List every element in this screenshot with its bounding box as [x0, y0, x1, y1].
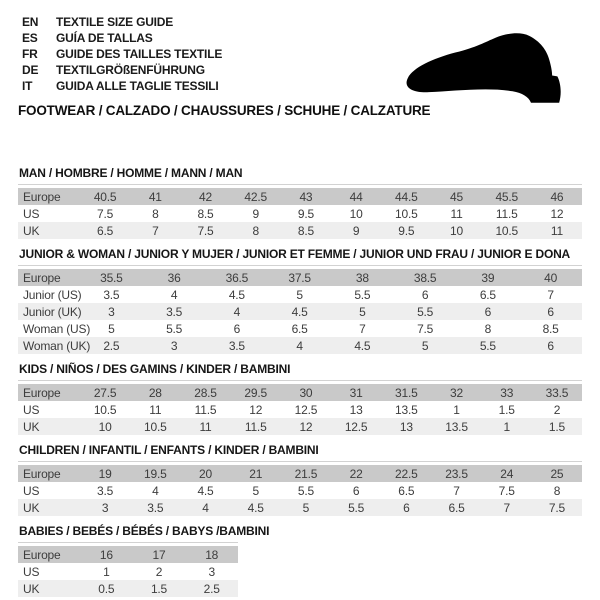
size-value-cell: 8.5 [542, 321, 559, 336]
row-label-cell: UK [23, 419, 40, 434]
size-table-section [18, 443, 582, 516]
row-label-cell: Europe [23, 189, 61, 204]
size-value-cell: 22.5 [395, 466, 418, 481]
size-value-cell: 2.5 [203, 581, 220, 596]
size-value-cell: 1.5 [150, 581, 168, 596]
size-value-cell: 6 [233, 321, 241, 336]
size-value-cell: 6.5 [291, 321, 308, 336]
size-value-cell: 16 [99, 547, 113, 562]
size-value-cell: 38.5 [413, 270, 437, 285]
size-value-cell: 9.5 [398, 223, 415, 238]
language-label: TEXTILE SIZE GUIDE [56, 15, 174, 29]
size-value-cell: 28.5 [194, 385, 217, 400]
size-value-cell: 40.5 [93, 189, 117, 204]
size-value-cell: 6 [484, 304, 492, 319]
table-row [18, 499, 582, 516]
table-row [18, 482, 582, 499]
size-value-cell: 8.5 [197, 206, 214, 221]
size-value-cell: 13.5 [445, 419, 468, 434]
row-label-cell: UK [23, 223, 40, 238]
size-value-cell: 8 [484, 321, 492, 336]
size-value-cell: 1.5 [498, 402, 515, 417]
size-value-cell: 6 [403, 500, 410, 515]
language-code: ES [22, 31, 38, 45]
size-value-cell: 5 [302, 500, 310, 515]
size-value-cell: 6 [547, 338, 554, 353]
size-value-cell: 11.5 [495, 206, 518, 221]
size-value-cell: 45 [450, 189, 463, 204]
size-value-cell: 12 [550, 206, 564, 221]
size-table [18, 542, 238, 597]
size-value-cell: 33.5 [545, 385, 569, 400]
language-code: IT [22, 79, 33, 93]
language-label: GUIDE DES TAILLES TEXTILE [56, 47, 223, 61]
size-value-cell: 42 [199, 189, 212, 204]
size-value-cell: 7.5 [498, 483, 515, 498]
row-label-cell: Junior (UK) [23, 304, 82, 319]
size-value-cell: 3.5 [147, 500, 164, 515]
size-value-cell: 10.5 [395, 206, 418, 221]
size-value-cell: 5.5 [166, 321, 183, 336]
size-value-cell: 33 [500, 385, 514, 400]
size-table [18, 380, 582, 435]
size-value-cell: 18 [205, 547, 219, 562]
size-value-cell: 5.5 [297, 483, 314, 498]
language-code: EN [22, 15, 39, 29]
size-value-cell: 6.5 [479, 287, 496, 302]
size-value-cell: 7.5 [417, 321, 434, 336]
size-value-cell: 4.5 [247, 500, 264, 515]
size-value-cell: 5 [421, 338, 429, 353]
size-value-cell: 30 [299, 385, 313, 400]
size-value-cell: 44.5 [395, 189, 418, 204]
table-row [18, 188, 582, 205]
size-value-cell: 9 [252, 206, 259, 221]
size-value-cell: 4.5 [291, 304, 308, 319]
size-value-cell: 2.5 [103, 338, 120, 353]
row-label-cell: US [23, 564, 40, 579]
size-value-cell: 9.5 [297, 206, 314, 221]
size-value-cell: 11.5 [244, 419, 267, 434]
size-value-cell: 20 [199, 466, 212, 481]
size-value-cell: 5 [108, 321, 115, 336]
size-value-cell: 6.5 [97, 223, 114, 238]
size-value-cell: 0.5 [98, 581, 115, 596]
size-value-cell: 44 [349, 189, 363, 204]
size-value-cell: 7.5 [548, 500, 565, 515]
size-table [18, 461, 582, 516]
language-label: GUÍA DE TALLAS [56, 31, 153, 45]
size-value-cell: 39 [481, 270, 495, 285]
table-row [18, 563, 238, 580]
size-value-cell: 5.5 [479, 338, 496, 353]
size-value-cell: 3 [108, 304, 115, 319]
size-value-cell: 19 [98, 466, 112, 481]
row-label-cell: Europe [23, 466, 61, 481]
size-value-cell: 7 [453, 483, 460, 498]
size-value-cell: 29.5 [244, 385, 267, 400]
row-label-cell: Junior (US) [23, 287, 82, 302]
shoe-icon [394, 20, 580, 108]
size-table-section [18, 247, 582, 354]
size-value-cell: 1 [453, 402, 460, 417]
table-row [18, 205, 582, 222]
table-row [18, 384, 582, 401]
size-value-cell: 5.5 [354, 287, 371, 302]
table-row [18, 303, 582, 320]
size-value-cell: 12 [299, 419, 313, 434]
size-value-cell: 8.5 [297, 223, 314, 238]
size-value-cell: 37.5 [288, 270, 311, 285]
size-value-cell: 43 [299, 189, 313, 204]
size-value-cell: 45.5 [495, 189, 518, 204]
size-value-cell: 36 [167, 270, 181, 285]
row-label-cell: US [23, 206, 40, 221]
size-value-cell: 6 [421, 287, 429, 302]
size-value-cell: 10.5 [93, 402, 117, 417]
size-value-cell: 28 [148, 385, 162, 400]
size-value-cell: 12 [249, 402, 263, 417]
size-table-section [18, 524, 582, 597]
size-value-cell: 24 [500, 466, 514, 481]
size-value-cell: 31.5 [395, 385, 418, 400]
size-value-cell: 5.5 [417, 304, 434, 319]
size-table [18, 265, 582, 354]
table-row [18, 222, 582, 239]
size-value-cell: 17 [152, 547, 166, 562]
size-value-cell: 1.5 [548, 419, 565, 434]
size-value-cell: 10 [349, 206, 363, 221]
size-value-cell: 10.5 [144, 419, 167, 434]
size-value-cell: 9 [352, 223, 360, 238]
table-title: CHILDREN / INFANTIL / ENFANTS / KINDER / BAMBINI [19, 443, 319, 457]
table-row [18, 401, 582, 418]
size-value-cell: 11 [199, 419, 212, 434]
size-value-cell: 7 [152, 223, 159, 238]
size-value-cell: 12.5 [294, 402, 318, 417]
row-label-cell: UK [23, 500, 40, 515]
size-value-cell: 32 [450, 385, 463, 400]
size-value-cell: 25 [550, 466, 564, 481]
size-value-cell: 13.5 [395, 402, 418, 417]
size-value-cell: 4 [233, 304, 241, 319]
size-value-cell: 1 [503, 419, 510, 434]
size-value-cell: 6 [547, 304, 554, 319]
table-title: MAN / HOMBRE / HOMME / MANN / MAN [19, 166, 243, 180]
size-value-cell: 42.5 [244, 189, 267, 204]
table-row [18, 337, 582, 354]
size-value-cell: 3 [170, 338, 178, 353]
row-label-cell: US [23, 483, 40, 498]
table-title: BABIES / BEBÉS / BÉBÉS / BABYS /BAMBINI [19, 524, 270, 538]
size-value-cell: 4 [152, 483, 159, 498]
row-label-cell: Woman (US) [23, 321, 91, 336]
row-label-cell: Woman (UK) [23, 338, 91, 353]
language-code: FR [22, 47, 38, 61]
size-value-cell: 3 [208, 564, 215, 579]
size-value-cell: 21.5 [294, 466, 318, 481]
size-value-cell: 3.5 [166, 304, 183, 319]
table-row [18, 465, 582, 482]
size-value-cell: 31 [349, 385, 363, 400]
size-value-cell: 3.5 [97, 483, 114, 498]
table-title: JUNIOR & WOMAN / JUNIOR Y MUJER / JUNIOR ET FEMME / JUNIOR UND FRAU / JUNIOR E DONA [19, 247, 571, 261]
size-value-cell: 11 [450, 206, 463, 221]
row-label-cell: US [23, 402, 40, 417]
size-value-cell: 21 [249, 466, 263, 481]
row-label-cell: Europe [23, 385, 61, 400]
size-value-cell: 12.5 [344, 419, 368, 434]
size-value-cell: 2 [155, 564, 163, 579]
size-value-cell: 7.5 [197, 223, 214, 238]
table-title: KIDS / NIÑOS / DES GAMINS / KINDER / BAMBINI [19, 362, 291, 376]
size-value-cell: 4.5 [197, 483, 214, 498]
size-value-cell: 8 [252, 223, 259, 238]
table-row [18, 269, 582, 286]
size-value-cell: 4 [170, 287, 178, 302]
table-row [18, 418, 582, 435]
size-table-section [18, 166, 582, 239]
size-value-cell: 3.5 [103, 287, 120, 302]
size-value-cell: 5 [252, 483, 259, 498]
size-value-cell: 23.5 [445, 466, 468, 481]
size-table-section [18, 362, 582, 435]
size-value-cell: 7 [359, 321, 366, 336]
size-value-cell: 8 [152, 206, 159, 221]
size-value-cell: 4.5 [354, 338, 371, 353]
category-line: FOOTWEAR / CALZADO / CHAUSSURES / SCHUHE / CALZATURE [18, 103, 431, 118]
size-value-cell: 41 [148, 189, 162, 204]
size-value-cell: 6.5 [448, 500, 465, 515]
size-value-cell: 36.5 [225, 270, 249, 285]
size-value-cell: 13 [399, 419, 413, 434]
size-value-cell: 38 [355, 270, 369, 285]
size-value-cell: 5.5 [348, 500, 365, 515]
size-value-cell: 4.5 [228, 287, 245, 302]
size-value-cell: 1 [103, 564, 110, 579]
size-value-cell: 11.5 [194, 402, 217, 417]
size-value-cell: 3.5 [228, 338, 245, 353]
size-value-cell: 10.5 [495, 223, 518, 238]
size-table [18, 184, 582, 239]
size-value-cell: 5 [296, 287, 303, 302]
row-label-cell: Europe [23, 547, 61, 562]
size-value-cell: 7 [547, 287, 554, 302]
size-value-cell: 27.5 [93, 385, 117, 400]
size-value-cell: 40 [544, 270, 558, 285]
size-tables [18, 166, 582, 597]
size-value-cell: 7 [503, 500, 510, 515]
size-value-cell: 2 [553, 402, 561, 417]
size-value-cell: 4 [202, 500, 209, 515]
size-value-cell: 8 [553, 483, 561, 498]
table-row [18, 286, 582, 303]
size-value-cell: 5 [359, 304, 366, 319]
language-label: TEXTILGRÖßENFÜHRUNG [56, 63, 205, 77]
size-value-cell: 46 [550, 189, 564, 204]
size-value-cell: 6.5 [398, 483, 415, 498]
size-value-cell: 11 [550, 223, 563, 238]
table-row [18, 320, 582, 337]
size-value-cell: 13 [349, 402, 363, 417]
size-value-cell: 7.5 [97, 206, 114, 221]
row-label-cell: Europe [23, 270, 61, 285]
size-value-cell: 10 [450, 223, 463, 238]
language-label: GUIDA ALLE TAGLIE TESSILI [56, 79, 219, 93]
size-value-cell: 11 [149, 402, 162, 417]
size-value-cell: 6 [352, 483, 360, 498]
language-code: DE [22, 63, 39, 77]
size-value-cell: 10 [98, 419, 112, 434]
size-value-cell: 22 [349, 466, 363, 481]
table-row [18, 546, 238, 563]
row-label-cell: UK [23, 581, 40, 596]
size-value-cell: 35.5 [100, 270, 123, 285]
size-value-cell: 3 [101, 500, 109, 515]
table-row [18, 580, 238, 597]
size-value-cell: 4 [296, 338, 303, 353]
size-value-cell: 19.5 [144, 466, 167, 481]
